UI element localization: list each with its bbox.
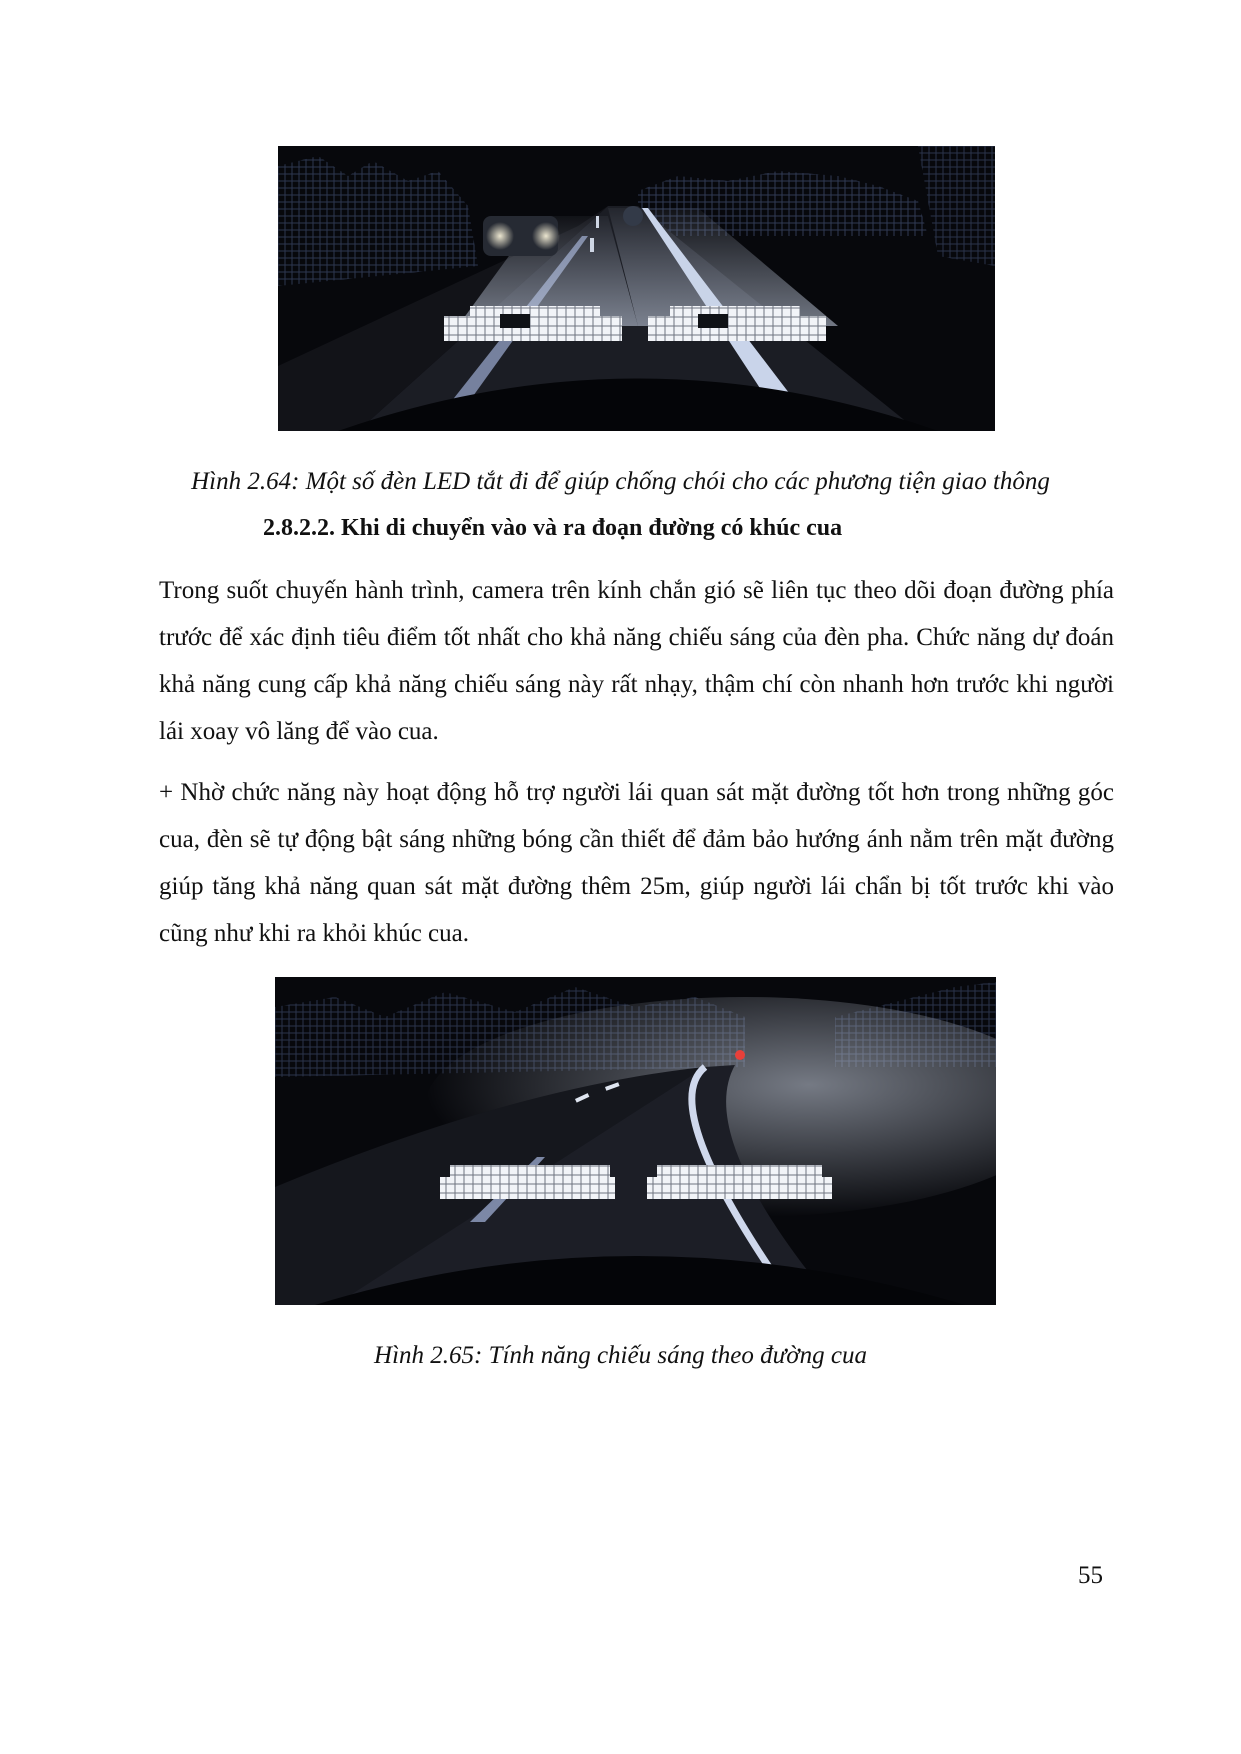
section-heading: 2.8.2.2. Khi di chuyển vào và ra đoạn đường có khúc cua xyxy=(263,515,843,541)
night-road-curve-illustration xyxy=(275,977,996,1305)
figure-2-65-image xyxy=(275,977,996,1305)
figure-2-64-image xyxy=(278,146,995,431)
figure-2-65-caption: Hình 2.65: Tính năng chiếu sáng theo đường cua xyxy=(374,1342,867,1369)
page-number: 55 xyxy=(1078,1562,1103,1589)
paragraph-2: + Nhờ chức năng này hoạt động hỗ trợ người lái quan sát mặt đường tốt hơn trong những góc cua, đèn sẽ tự động bật sáng những bóng cần thiết để đảm bảo hướng ánh nằm trên mặt đường giúp tăng khả năng quan sát mặt đường thêm 25m, giúp người lái chẩn bị tốt trước khi vào cũng như khi ra khỏi khúc cua. xyxy=(159,779,1114,947)
figure-2-64-caption: Hình 2.64: Một số đèn LED tắt đi để giúp chống chói cho các phương tiện giao thông xyxy=(191,468,1050,495)
night-road-oncoming-car-illustration xyxy=(278,146,995,431)
paragraph-1: Trong suốt chuyến hành trình, camera trên kính chắn gió sẽ liên tục theo dõi đoạn đường phía trước để xác định tiêu điểm tốt nhất cho khả năng chiếu sáng của đèn pha. Chức năng dự đoán khả năng cung cấp khả năng chiếu sáng này rất nhạy, thậm chí còn nhanh hơn trước khi người lái xoay vô lăng để vào cua. xyxy=(159,577,1114,745)
